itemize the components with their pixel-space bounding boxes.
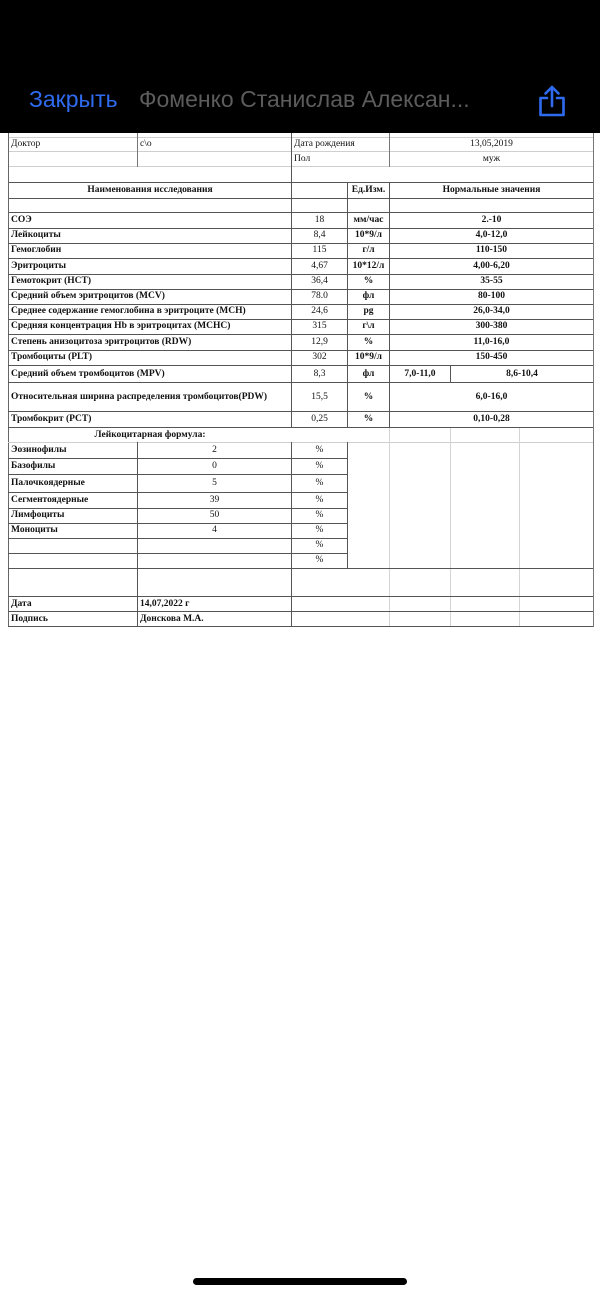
test-value: 12,9 (311, 337, 328, 348)
test-norm: 35-55 (480, 276, 503, 287)
pct-value: 0,25 (311, 414, 328, 425)
leuko-formula-title: Лейкоцитарная формула: (94, 429, 206, 440)
home-indicator (193, 1278, 407, 1285)
test-name: Средняя концентрация Hb в эритроцитах (МСНС) (11, 321, 231, 332)
test-norm: 300-380 (475, 321, 508, 332)
date-value: 14,07,2022 г (140, 598, 190, 609)
test-norm: 11,0-16,0 (473, 337, 510, 348)
leuko-unit: % (315, 555, 324, 566)
test-unit: фл (362, 291, 375, 302)
test-name: Эритроциты (11, 261, 67, 272)
pdw-value: 15,5 (311, 391, 328, 402)
test-value: 315 (312, 321, 327, 332)
leuko-value (138, 538, 291, 553)
leuko-name: Сегментоядерные (11, 494, 89, 505)
test-name: Средний объем эритроцитов (MCV) (11, 291, 165, 302)
test-value: 4,67 (311, 261, 328, 272)
leuko-name: Моноциты (11, 525, 58, 536)
pct-name: Тромбокрит (РСТ) (11, 414, 92, 425)
test-norm: 150-450 (475, 352, 508, 363)
mpv-norm-1: 7,0-11,0 (404, 368, 436, 379)
close-button[interactable]: Закрыть (29, 86, 118, 112)
test-unit: 10*9/л (355, 230, 382, 241)
test-unit: г/л (362, 245, 375, 256)
test-norm: 80-100 (478, 291, 505, 302)
viewer-top-bar (0, 0, 600, 133)
test-name: Среднее содержание гемоглобина в эритроците (МСН) (11, 306, 246, 317)
birth-date-label: Дата рождения (294, 139, 355, 150)
test-name: СОЭ (11, 215, 32, 226)
leuko-value: 2 (212, 445, 217, 456)
share-icon[interactable] (537, 84, 567, 118)
leuko-name: Эозинофилы (11, 445, 67, 456)
leuko-value: 4 (212, 525, 217, 536)
mpv-unit: фл (362, 368, 375, 379)
leuko-value (138, 553, 291, 568)
test-value: 78.0 (311, 291, 328, 302)
birth-date-value: 13,05,2019 (470, 139, 513, 150)
test-unit: % (363, 337, 374, 348)
column-header-unit: Ед.Изм. (351, 185, 386, 196)
test-name: Гемотокрит (НСТ) (11, 276, 91, 287)
pdw-unit: % (363, 391, 374, 402)
mpv-name: Средний объем тромбоцитов (MPV) (11, 368, 165, 379)
leuko-name (9, 538, 137, 553)
test-unit: pg (363, 306, 374, 317)
pct-norm: 0,10-0,28 (473, 414, 510, 425)
date-label: Дата (11, 598, 32, 609)
test-norm: 26,0-34,0 (473, 306, 510, 317)
test-name: Степень анизоцитоза эритроцитов (RDW) (11, 337, 192, 348)
test-unit: г\л (362, 321, 375, 332)
leuko-value: 50 (209, 510, 220, 521)
leuko-value: 0 (212, 460, 217, 471)
test-name: Тромбоциты (PLT) (11, 352, 93, 363)
mpv-norm-2: 8,6-10,4 (506, 368, 538, 379)
test-norm: 2.-10 (481, 215, 502, 226)
sex-value: муж (482, 153, 501, 164)
test-value: 24,6 (311, 306, 328, 317)
document-title: Фоменко Станислав Алексан... (139, 86, 470, 112)
test-name: Гемоглобин (11, 245, 62, 256)
test-norm: 4,0-12,0 (475, 230, 508, 241)
test-unit: % (363, 276, 374, 287)
test-unit: 10*12/л (352, 261, 385, 272)
test-norm: 110-150 (475, 245, 508, 256)
pct-unit: % (363, 414, 374, 425)
leuko-unit: % (315, 494, 324, 505)
doctor-label: Доктор (11, 139, 41, 150)
test-value: 302 (312, 352, 327, 363)
leuko-value: 39 (209, 494, 220, 505)
pdw-name: Относительная ширина распределения тромбоцитов(PDW) (11, 391, 268, 402)
test-value: 36,4 (311, 276, 328, 287)
mpv-value: 8,3 (313, 368, 326, 379)
pdw-norm: 6,0-16,0 (475, 391, 508, 402)
signature-value: Донскова М.А. (140, 613, 204, 624)
test-value: 18 (314, 215, 325, 226)
test-unit: 10*9/л (355, 352, 382, 363)
leuko-name: Палочкоядерные (11, 477, 85, 488)
leuko-unit: % (315, 460, 324, 471)
leuko-unit: % (315, 540, 324, 551)
test-unit: мм/час (353, 215, 384, 226)
leuko-unit: % (315, 525, 324, 536)
leuko-unit: % (315, 445, 324, 456)
leuko-unit: % (315, 510, 324, 521)
leuko-unit: % (315, 477, 324, 488)
leuko-name: Лимфоциты (11, 510, 65, 521)
signature-label: Подпись (11, 613, 48, 624)
leuko-value: 5 (212, 477, 217, 488)
column-header-name: Наименования исследования (87, 185, 213, 196)
doctor-value: с\о (140, 139, 152, 150)
test-value: 115 (312, 245, 327, 256)
column-header-norm: Нормальные значения (442, 185, 541, 196)
test-norm: 4,00-6,20 (473, 261, 510, 272)
test-name: Лейкоциты (11, 230, 61, 241)
leuko-name: Базофилы (11, 460, 56, 471)
leuko-name (9, 553, 137, 568)
test-value: 8,4 (313, 230, 326, 241)
sex-label: Пол (294, 153, 311, 164)
